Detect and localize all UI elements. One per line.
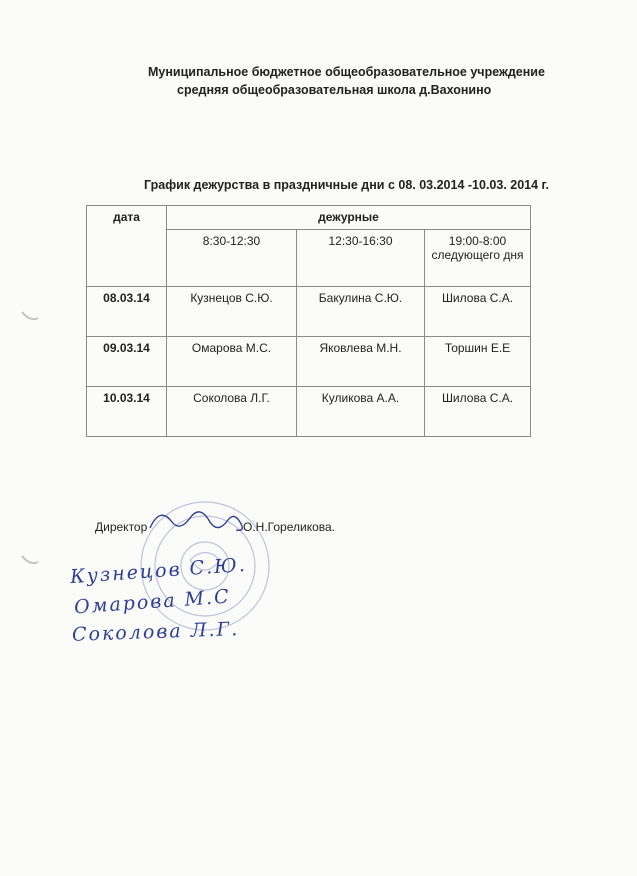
duty-cell: Куликова А.А.: [297, 387, 425, 437]
column-header-date: дата: [87, 206, 167, 287]
shift-header: 12:30-16:30: [297, 230, 425, 287]
signature-role: Директор: [95, 520, 148, 534]
director-signature: [150, 512, 242, 530]
row-date: 08.03.14: [87, 287, 167, 337]
binder-hole-mark: [22, 556, 38, 563]
header-line-2: средняя общеобразовательная школа д.Вахонино: [177, 83, 492, 97]
duty-cell: Кузнецов С.Ю.: [167, 287, 297, 337]
row-date: 09.03.14: [87, 337, 167, 387]
header-line-1: Муниципальное бюджетное общеобразовательное учреждение: [148, 65, 545, 79]
handwritten-acknowledgement: Кузнецов С.Ю.: [69, 553, 248, 589]
duty-cell: Торшин Е.Е: [425, 337, 531, 387]
handwritten-acknowledgement: Омарова М.С: [73, 585, 232, 619]
row-date: 10.03.14: [87, 387, 167, 437]
duty-cell: Омарова М.С.: [167, 337, 297, 387]
binder-hole-mark: [22, 312, 38, 319]
signature-name: О.Н.Гореликова.: [243, 520, 335, 534]
duty-cell: Шилова С.А.: [425, 287, 531, 337]
handwritten-acknowledgement: Соколова Л.Г.: [71, 618, 240, 646]
duty-cell: Бакулина С.Ю.: [297, 287, 425, 337]
duty-cell: Яковлева М.Н.: [297, 337, 425, 387]
duty-cell: Шилова С.А.: [425, 387, 531, 437]
shift-header: 8:30-12:30: [167, 230, 297, 287]
duty-cell: Соколова Л.Г.: [167, 387, 297, 437]
signature-line: [95, 520, 335, 534]
schedule-title: График дежурства в праздничные дни с 08. 03.2014 -10.03. 2014 г.: [144, 178, 549, 192]
shift-header: 19:00-8:00 следующего дня: [425, 230, 531, 287]
column-header-duty: дежурные: [167, 206, 531, 230]
